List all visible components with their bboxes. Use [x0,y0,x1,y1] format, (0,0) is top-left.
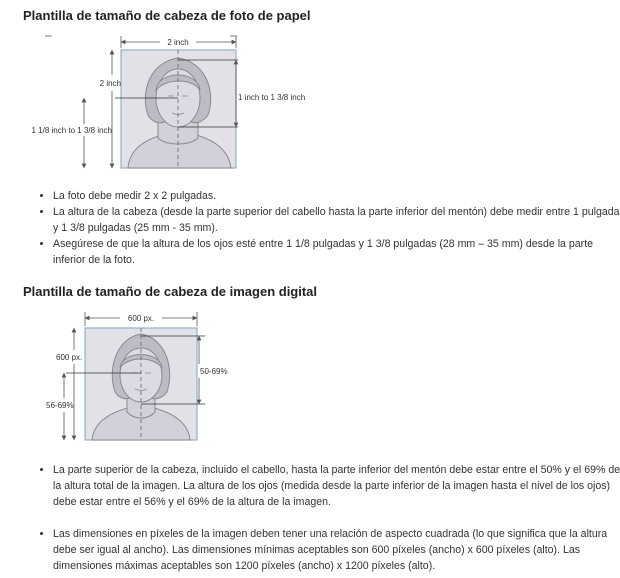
paper-requirements-list [38,188,620,268]
digital-head-height-label: 50-69% [200,367,228,376]
paper-head-height-label: 1 inch to 1 3/8 inch [238,93,306,102]
digital-requirements-list [38,462,620,574]
list-item: • Asegúrese de que la altura de los ojos esté entre 1 1/8 pulgadas y 1 3/8 pulgadas (28 mm – 35 mm) desde la parte inferior de la foto. [53,236,620,268]
digital-width-label: 600 px. [127,314,155,323]
paper-width-label: 2 inch [167,38,189,47]
digital-height-label: 600 px. [56,353,83,362]
paper-photo-template [32,36,306,168]
paper-height-label: 2 inch [99,79,121,88]
list-item: • La altura de la cabeza (desde la parte superior del cabello hasta la parte inferior del mentón) debe medir entre 1 pulgada y 1 3/8 pulgadas (25 mm - 35 mm). [53,204,620,236]
list-item: • La foto debe medir 2 x 2 pulgadas. [53,188,620,204]
digital-section-title: Plantilla de tamaño de cabeza de imagen digital [23,284,318,299]
list-item: • La parte superior de la cabeza, incluido el cabello, hasta la parte inferior del mentón debe estar entre el 50% y el 69% de la altura total de la imagen. La altura de los ojos (medida desde la parte inferior de la imagen hasta el nivel de los ojos) debe estar entre el 56% y el 69% de la altura de la imagen. [53,462,620,510]
digital-photo-template [46,312,228,440]
paper-section-title: Plantilla de tamaño de cabeza de foto de papel [23,8,311,23]
list-item: • Las dimensiones en píxeles de la imagen deben tener una relación de aspecto cuadrada (lo que significa que la altura debe ser igual al ancho). Las dimensiones mínimas aceptables son 600 píxeles (ancho) x 600 píxeles (alto). Las dimensiones máximas aceptables son 1200 píxeles (ancho) x 1200 píxeles (alto). [53,526,620,574]
paper-eye-height-label: 1 1/8 inch to 1 3/8 inch [31,126,112,135]
digital-eye-height-label: 56-69% [46,401,74,410]
